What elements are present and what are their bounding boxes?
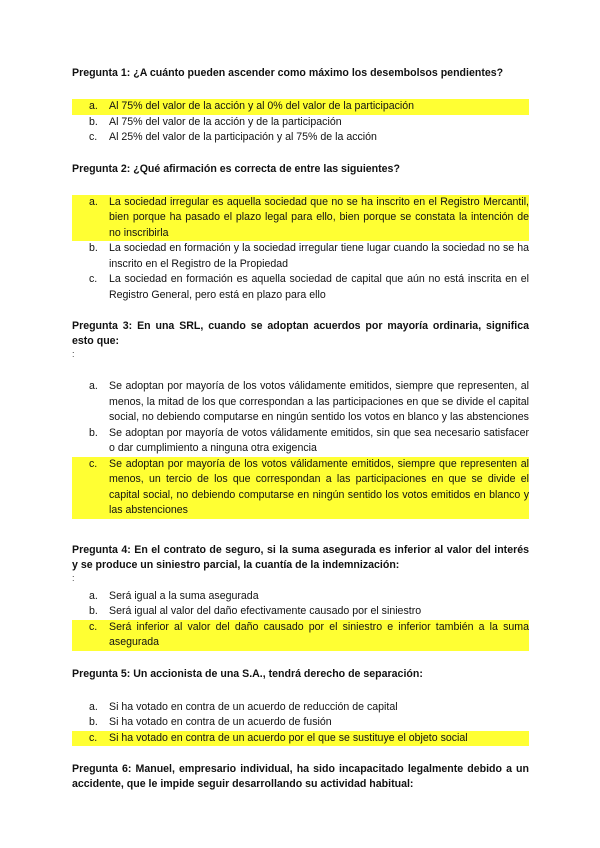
option-text: La sociedad en formación es aquella sociedad de capital que aún no está inscrita en el Registro General, pero está en plazo para ello	[109, 273, 529, 301]
option-marker: b.	[89, 426, 98, 439]
question-4-option-b	[72, 604, 529, 620]
option-text: La sociedad en formación y la sociedad irregular tiene lugar cuando la sociedad no se ha inscrito en el Registro de la Propiedad	[109, 242, 529, 270]
question-2-options	[72, 195, 529, 304]
option-marker: a.	[89, 380, 98, 392]
option-text: Será inferior al valor del daño causado por el siniestro e inferior también a la suma asegurada	[109, 620, 529, 648]
question-2-option-a	[72, 195, 529, 242]
option-marker: a.	[89, 589, 98, 602]
question-4-colon: :	[72, 572, 75, 583]
question-6-title: Pregunta 6: Manuel, empresario individual, ha sido incapacitado legalmente debido a un accidente, que le impide seguir desarrollando su actividad habitual:	[72, 763, 529, 790]
question-1-option-a	[72, 99, 529, 115]
question-4-title: Pregunta 4: En el contrato de seguro, si la suma asegurada es inferior al valor del interés y se produce un siniestro parcial, la cuantía de la indemnización:	[72, 543, 529, 571]
exam-page	[72, 66, 529, 792]
option-text: Si ha votado en contra de un acuerdo de fusión	[109, 716, 332, 728]
option-text: Se adoptan por mayoría de los votos válidamente emitidos, siempre que representen al menos, un tercio de los que correspondan a las participaciones en que se divide el capital social, no debiendo computarse en ningún sentido los votos emitidos en blanco y las abstenciones	[109, 457, 529, 516]
question-1-options	[72, 99, 529, 146]
option-marker: a.	[89, 99, 98, 115]
question-3-colon: :	[72, 349, 75, 359]
question-1-option-c	[72, 130, 529, 146]
option-marker: c.	[89, 731, 97, 747]
question-5-option-b	[72, 715, 529, 731]
option-marker: a.	[89, 195, 98, 211]
question-3-options	[72, 379, 529, 519]
question-2-option-c	[72, 272, 529, 303]
option-marker: a.	[89, 700, 98, 713]
question-5-option-c	[72, 731, 529, 747]
question-5-option-a	[72, 700, 529, 716]
question-3-option-c	[72, 457, 529, 519]
option-text: Al 25% del valor de la participación y al 75% de la acción	[109, 131, 377, 143]
option-marker: b.	[89, 115, 98, 128]
question-1-title: Pregunta 1: ¿A cuánto pueden ascender como máximo los desembolsos pendientes?	[72, 67, 504, 79]
option-marker: c.	[89, 131, 98, 143]
option-marker: c.	[89, 457, 97, 473]
question-4-option-c	[72, 620, 529, 651]
option-text: La sociedad irregular es aquella sociedad que no se ha inscrito en el Registro Mercantil, bien porque ha pasado el plazo legal para ello, bien porque se constata la intención de no inscribirla	[109, 195, 529, 239]
option-text: Si ha votado en contra de un acuerdo de reducción de capital	[109, 700, 398, 713]
option-marker: b.	[89, 605, 98, 617]
question-2-option-b	[72, 241, 529, 272]
option-text: Si ha votado en contra de un acuerdo por el que se sustituye el objeto social	[109, 731, 468, 744]
option-text: Se adoptan por mayoría de los votos válidamente emitidos, siempre que representen, al menos, la mitad de los que correspondan a las participaciones en que se divide el capital social, no debiendo computarse en ningún sentido los votos en blanco y las abstenciones	[109, 380, 529, 423]
option-marker: c.	[89, 620, 97, 636]
question-3-title: Pregunta 3: En una SRL, cuando se adoptan acuerdos por mayoría ordinaria, significa esto que:	[72, 320, 529, 347]
option-text: Al 75% del valor de la acción y de la participación	[109, 115, 342, 128]
option-text: Será igual a la suma asegurada	[109, 589, 259, 602]
question-5-title: Pregunta 5: Un accionista de una S.A., tendrá derecho de separación:	[72, 667, 423, 680]
question-2-title: Pregunta 2: ¿Qué afirmación es correcta de entre las siguientes?	[72, 162, 400, 175]
question-5-options	[72, 700, 529, 747]
option-text: Será igual al valor del daño efectivamente causado por el siniestro	[109, 605, 422, 617]
option-marker: c.	[89, 273, 98, 285]
option-text: Se adoptan por mayoría de votos válidamente emitidos, sin que sea necesario satisfacer o dar cumplimiento a ninguna otra exigencia	[109, 426, 529, 454]
question-3-option-b	[72, 426, 529, 457]
question-4-options	[72, 589, 529, 651]
question-1-option-b	[72, 115, 529, 131]
option-marker: b.	[89, 716, 98, 728]
option-text: Al 75% del valor de la acción y al 0% del valor de la participación	[109, 100, 415, 112]
option-marker: b.	[89, 242, 98, 254]
question-3-option-a	[72, 379, 529, 426]
question-4-option-a	[72, 589, 529, 605]
